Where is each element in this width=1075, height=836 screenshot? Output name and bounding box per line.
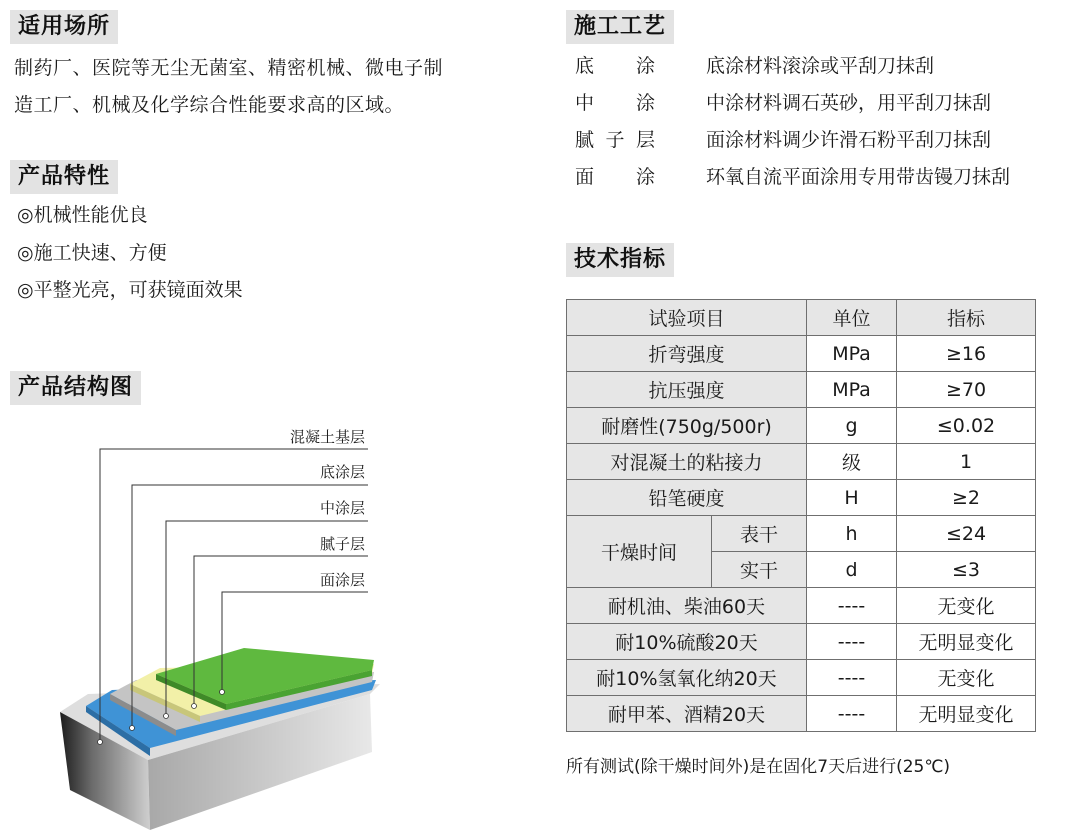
table-row	[567, 696, 1036, 732]
row-value: ≥2	[897, 480, 1036, 516]
leader-dot-putty	[192, 704, 197, 709]
table-row	[567, 336, 1036, 372]
drying-label: 干燥时间	[567, 516, 712, 588]
row-value: 无明显变化	[897, 624, 1036, 660]
row-unit: ----	[807, 588, 897, 624]
process-step-desc: 底涂材料滚涂或平刮刀抹刮	[706, 55, 935, 77]
table-row	[567, 516, 1036, 552]
row-item: 抗压强度	[567, 372, 807, 408]
leader-dot-primer	[130, 726, 135, 731]
row-unit: d	[807, 552, 897, 588]
table-row	[567, 624, 1036, 660]
row-unit: MPa	[807, 336, 897, 372]
table-row	[567, 444, 1036, 480]
drying-sub-item: 实干	[712, 552, 807, 588]
row-unit: g	[807, 408, 897, 444]
table-row	[567, 408, 1036, 444]
row-item: 耐10%氢氧化纳20天	[567, 660, 807, 696]
row-value: 1	[897, 444, 1036, 480]
row-item: 耐甲苯、酒精20天	[567, 696, 807, 732]
row-value: ≥70	[897, 372, 1036, 408]
feature-item: ◎施工快速、方便	[17, 242, 167, 264]
feature-item: ◎机械性能优良	[17, 204, 148, 226]
layer-label-concrete: 混凝土基层	[289, 428, 365, 446]
process-title: 施工工艺	[566, 10, 674, 44]
header-unit: 单位	[807, 300, 897, 336]
process-step-label: 中 涂	[575, 92, 655, 114]
process-step-label: 腻 子 层	[575, 129, 655, 151]
features-title: 产品特性	[10, 160, 118, 194]
process-step-label: 底 涂	[575, 55, 655, 77]
process-step-desc: 环氧自流平面涂用专用带齿镘刀抹刮	[706, 166, 1011, 188]
row-unit: MPa	[807, 372, 897, 408]
row-unit: H	[807, 480, 897, 516]
leader-dot-top	[220, 690, 225, 695]
row-unit: 级	[807, 444, 897, 480]
leader-dot-concrete	[98, 740, 103, 745]
table-row	[567, 588, 1036, 624]
row-item: 对混凝土的粘接力	[567, 444, 807, 480]
process-step-desc: 中涂材料调石英砂，用平刮刀抹刮	[706, 92, 992, 114]
application-text-line1: 制药厂、医院等无尘无菌室、精密机械、微电子制	[14, 57, 444, 79]
row-value: ≥16	[897, 336, 1036, 372]
row-item: 耐机油、柴油60天	[567, 588, 807, 624]
application-title: 适用场所	[10, 10, 118, 44]
row-value: 无变化	[897, 660, 1036, 696]
row-unit: ----	[807, 624, 897, 660]
table-row	[567, 372, 1036, 408]
row-value: ≤3	[897, 552, 1036, 588]
row-unit: ----	[807, 696, 897, 732]
application-text-line2: 造工厂、机械及化学综合性能要求高的区域。	[14, 94, 405, 116]
row-item: 耐10%硫酸20天	[567, 624, 807, 660]
feature-item: ◎平整光亮，可获镜面效果	[17, 279, 243, 301]
row-item: 铅笔硬度	[567, 480, 807, 516]
structure-title: 产品结构图	[10, 371, 141, 405]
specs-note: 所有测试(除干燥时间外)是在固化7天后进行(25℃)	[566, 757, 951, 777]
layer-label-top: 面涂层	[319, 571, 365, 589]
layer-label-primer: 底涂层	[319, 463, 365, 481]
table-row	[567, 660, 1036, 696]
specs-table	[566, 299, 1036, 732]
row-unit: ----	[807, 660, 897, 696]
row-value: ≤0.02	[897, 408, 1036, 444]
row-value: ≤24	[897, 516, 1036, 552]
row-item: 折弯强度	[567, 336, 807, 372]
process-step-desc: 面涂材料调少许滑石粉平刮刀抹刮	[706, 129, 992, 151]
header-item: 试验项目	[567, 300, 807, 336]
header-value: 指标	[897, 300, 1036, 336]
drying-sub-item: 表干	[712, 516, 807, 552]
row-unit: h	[807, 516, 897, 552]
specs-title: 技术指标	[566, 243, 674, 277]
process-step-label: 面 涂	[575, 166, 655, 188]
table-header-row	[567, 300, 1036, 336]
leader-dot-middle	[164, 714, 169, 719]
row-value: 无明显变化	[897, 696, 1036, 732]
layer-label-middle: 中涂层	[319, 499, 365, 517]
layer-label-putty: 腻子层	[319, 535, 365, 553]
row-item: 耐磨性(750g/500r)	[567, 408, 807, 444]
row-value: 无变化	[897, 588, 1036, 624]
table-row	[567, 480, 1036, 516]
